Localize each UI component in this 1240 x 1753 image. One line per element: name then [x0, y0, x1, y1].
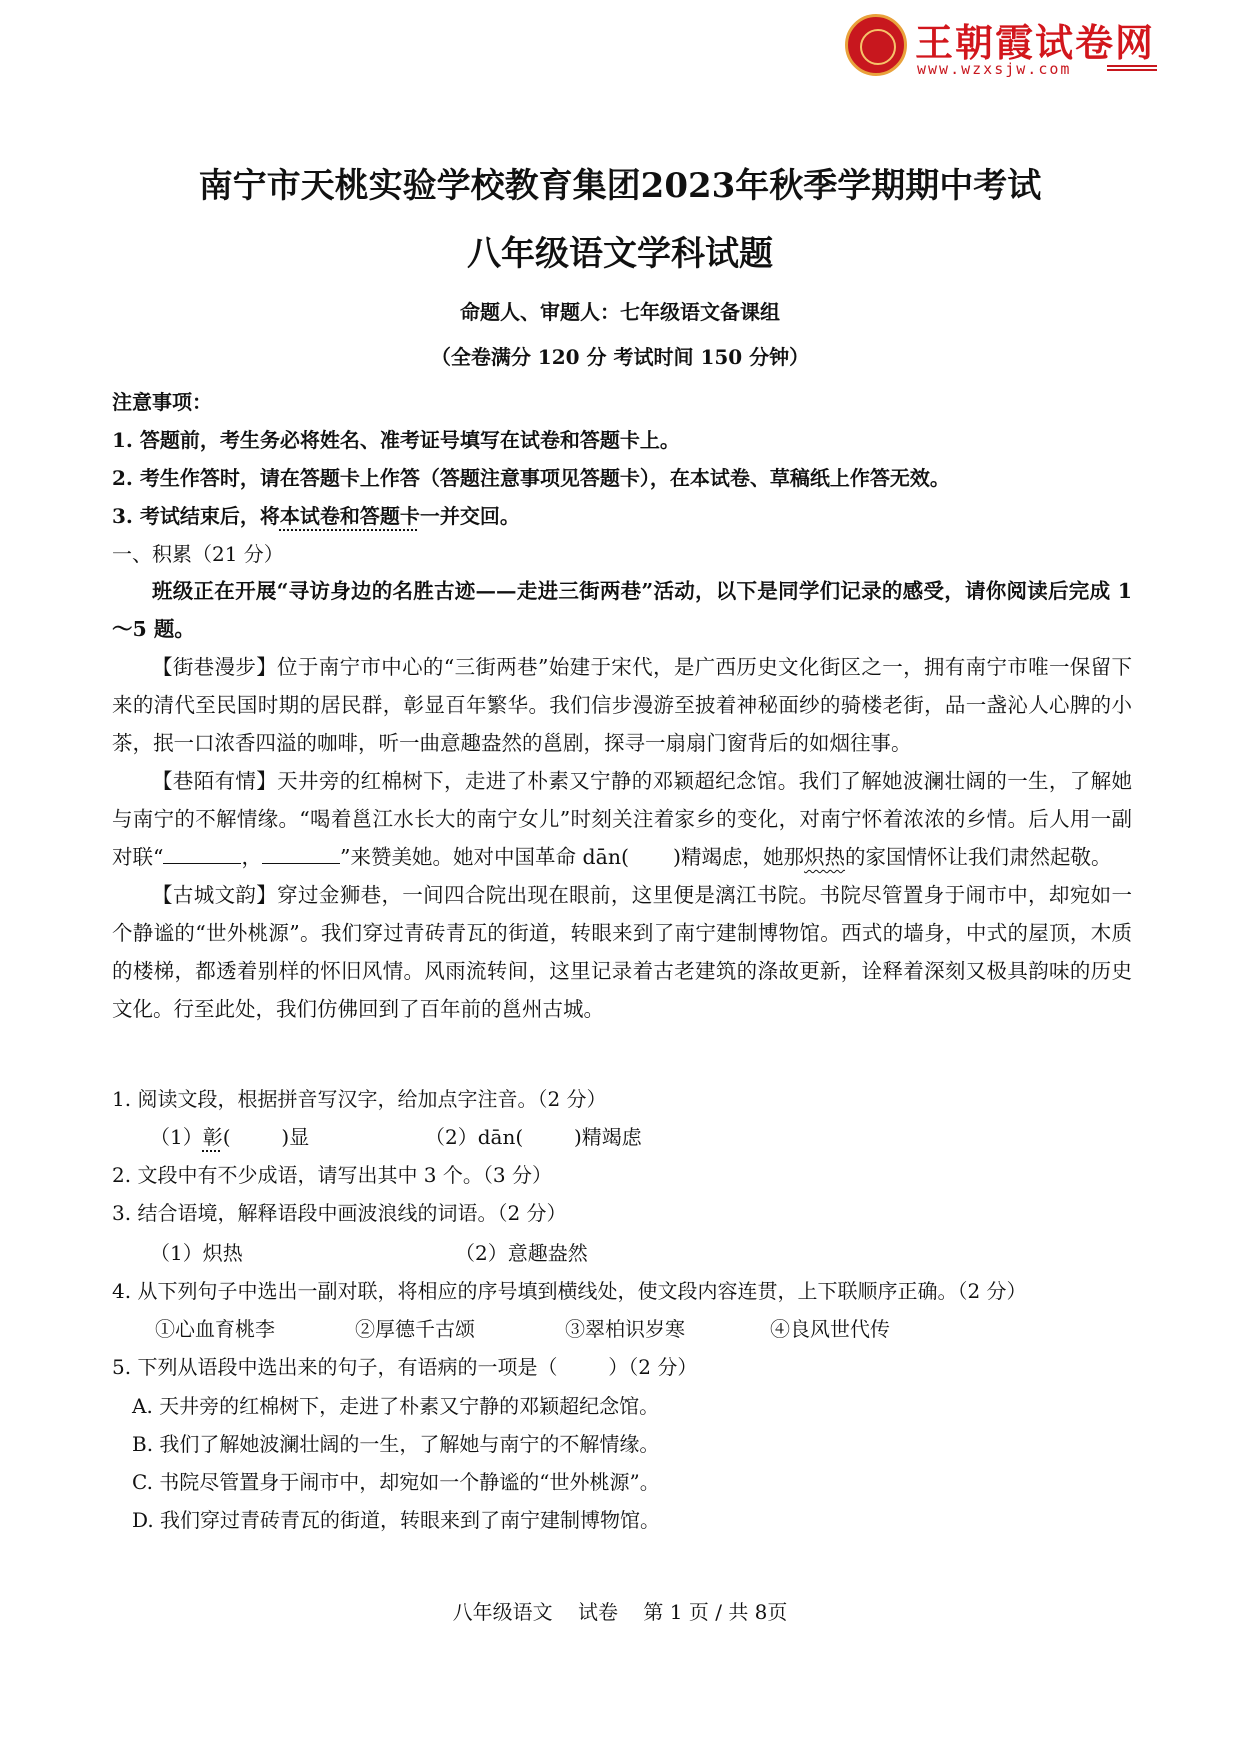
- question-5-option-a: A. 天井旁的红棉树下，走进了朴素又宁静的邓颖超纪念馆。: [132, 1394, 660, 1418]
- logo-name: 王朝霞试卷网: [915, 21, 1156, 65]
- couplet-blank-2[interactable]: [262, 843, 340, 864]
- question-3: 3. 结合语境，解释语段中画波浪线的词语。（2 分）: [112, 1201, 567, 1225]
- question-4-option-4: ④良风世代传: [770, 1317, 890, 1341]
- question-5-option-c: C. 书院尽管置身于闹市中，却宛如一个静谧的“世外桃源”。: [132, 1470, 660, 1494]
- page-footer: 八年级语文 试卷 第 1 页 / 共 8页: [452, 1600, 788, 1624]
- section-intro: 班级正在开展“寻访身边的名胜古迹——走进三街两巷”活动，以下是同学们记录的感受，请你阅读后完成 1～5 题。: [112, 579, 1132, 641]
- passage-paragraph-1: 【街巷漫步】位于南宁市中心的“三街两巷”始建于宋代，是广西历史文化街区之一，拥有南宁市唯一保留下来的清代至民国时期的居民群，彰显百年繁华。我们信步漫游至披着神秘面纱的骑楼老街，品一盏沁人心脾的小茶，抿一口浓香四溢的咖啡，听一曲意趣盎然的邕剧，探寻一扇扇门窗背后的如烟往事。: [112, 655, 1132, 755]
- logo-url: www.wzxsjw.com: [917, 60, 1072, 78]
- question-4-option-3: ③翠柏识岁寒: [565, 1317, 685, 1341]
- passage-paragraph-3: 【古城文韵】穿过金狮巷，一间四合院出现在眼前，这里便是漓江书院。书院尽管置身于闹市中，却宛如一个静谧的“世外桃源”。我们穿过青砖青瓦的街道，转眼来到了南宁建制博物馆。西式的墙身，中式的屋顶，木质的楼梯，都透着别样的怀旧风情。风雨流转间，这里记录着古老建筑的涤故更新，诠释着深刻又极具韵味的历史文化。行至此处，我们仿佛回到了百年前的邕州古城。: [112, 883, 1132, 1021]
- question-5-option-b: B. 我们了解她波澜壮阔的一生，了解她与南宁的不解情缘。: [132, 1432, 660, 1456]
- question-2: 2. 文段中有不少成语，请写出其中 3 个。（3 分）: [112, 1163, 552, 1187]
- reading-passage: [112, 648, 1132, 1028]
- site-logo: [845, 10, 1165, 78]
- question-3-a: （1）炽热: [150, 1241, 243, 1265]
- passage-paragraph-2: 【巷陌有情】天井旁的红棉树下，走进了朴素又宁静的邓颖超纪念馆。我们了解她波澜壮阔的一生，了解她与南宁的不解情缘。“喝着邕江水长大的南宁女儿”时刻关注着家乡的变化，对南宁怀着浓浓的乡情。后人用一副对联“ ， ”来赞美她。她对中国革命 dān( )精竭虑，她那炽热的家国情怀让我们肃然起敬。: [112, 769, 1132, 869]
- question-4-option-2: ②厚德千古颂: [355, 1317, 475, 1341]
- exam-title: 南宁市天桃实验学校教育集团2023年秋季学期期中考试: [198, 166, 1042, 206]
- question-1-a: （1）彰( )显: [150, 1125, 310, 1149]
- question-3-b: （2）意趣盎然: [455, 1241, 588, 1265]
- exam-info: （全卷满分 120 分 考试时间 150 分钟）: [430, 345, 810, 369]
- question-1: 1. 阅读文段，根据拼音写汉字，给加点字注音。（2 分）: [112, 1087, 607, 1111]
- section-heading: 一、积累（21 分）: [112, 542, 284, 566]
- question-5-option-d: D. 我们穿过青砖青瓦的街道，转眼来到了南宁建制博物馆。: [132, 1508, 661, 1532]
- notice-item-1: 1. 答题前，考生务必将姓名、准考证号填写在试卷和答题卡上。: [112, 428, 680, 452]
- notice-item-3: 3. 考试结束后，将本试卷和答题卡一并交回。: [112, 504, 520, 528]
- seal-icon: [845, 14, 907, 76]
- notice-item-2: 2. 考生作答时，请在答题卡上作答（答题注意事项见答题卡），在本试卷、草稿纸上作答无效。: [112, 466, 950, 490]
- notice-heading: 注意事项：: [112, 390, 212, 414]
- exam-subtitle: 八年级语文学科试题: [467, 234, 773, 274]
- question-4-option-1: ①心血育桃李: [155, 1317, 275, 1341]
- question-4: 4. 从下列句子中选出一副对联，将相应的序号填到横线处，使文段内容连贯，上下联顺序正确。（2 分）: [112, 1279, 1027, 1303]
- question-1-b: （2）dān( )精竭虑: [425, 1125, 642, 1149]
- authors-line: 命题人、审题人：七年级语文备课组: [460, 300, 780, 324]
- decorative-stripes: [1107, 65, 1157, 73]
- couplet-blank-1[interactable]: [163, 843, 241, 864]
- question-5: 5. 下列从语段中选出来的句子，有语病的一项是（ ）（2 分）: [112, 1355, 698, 1379]
